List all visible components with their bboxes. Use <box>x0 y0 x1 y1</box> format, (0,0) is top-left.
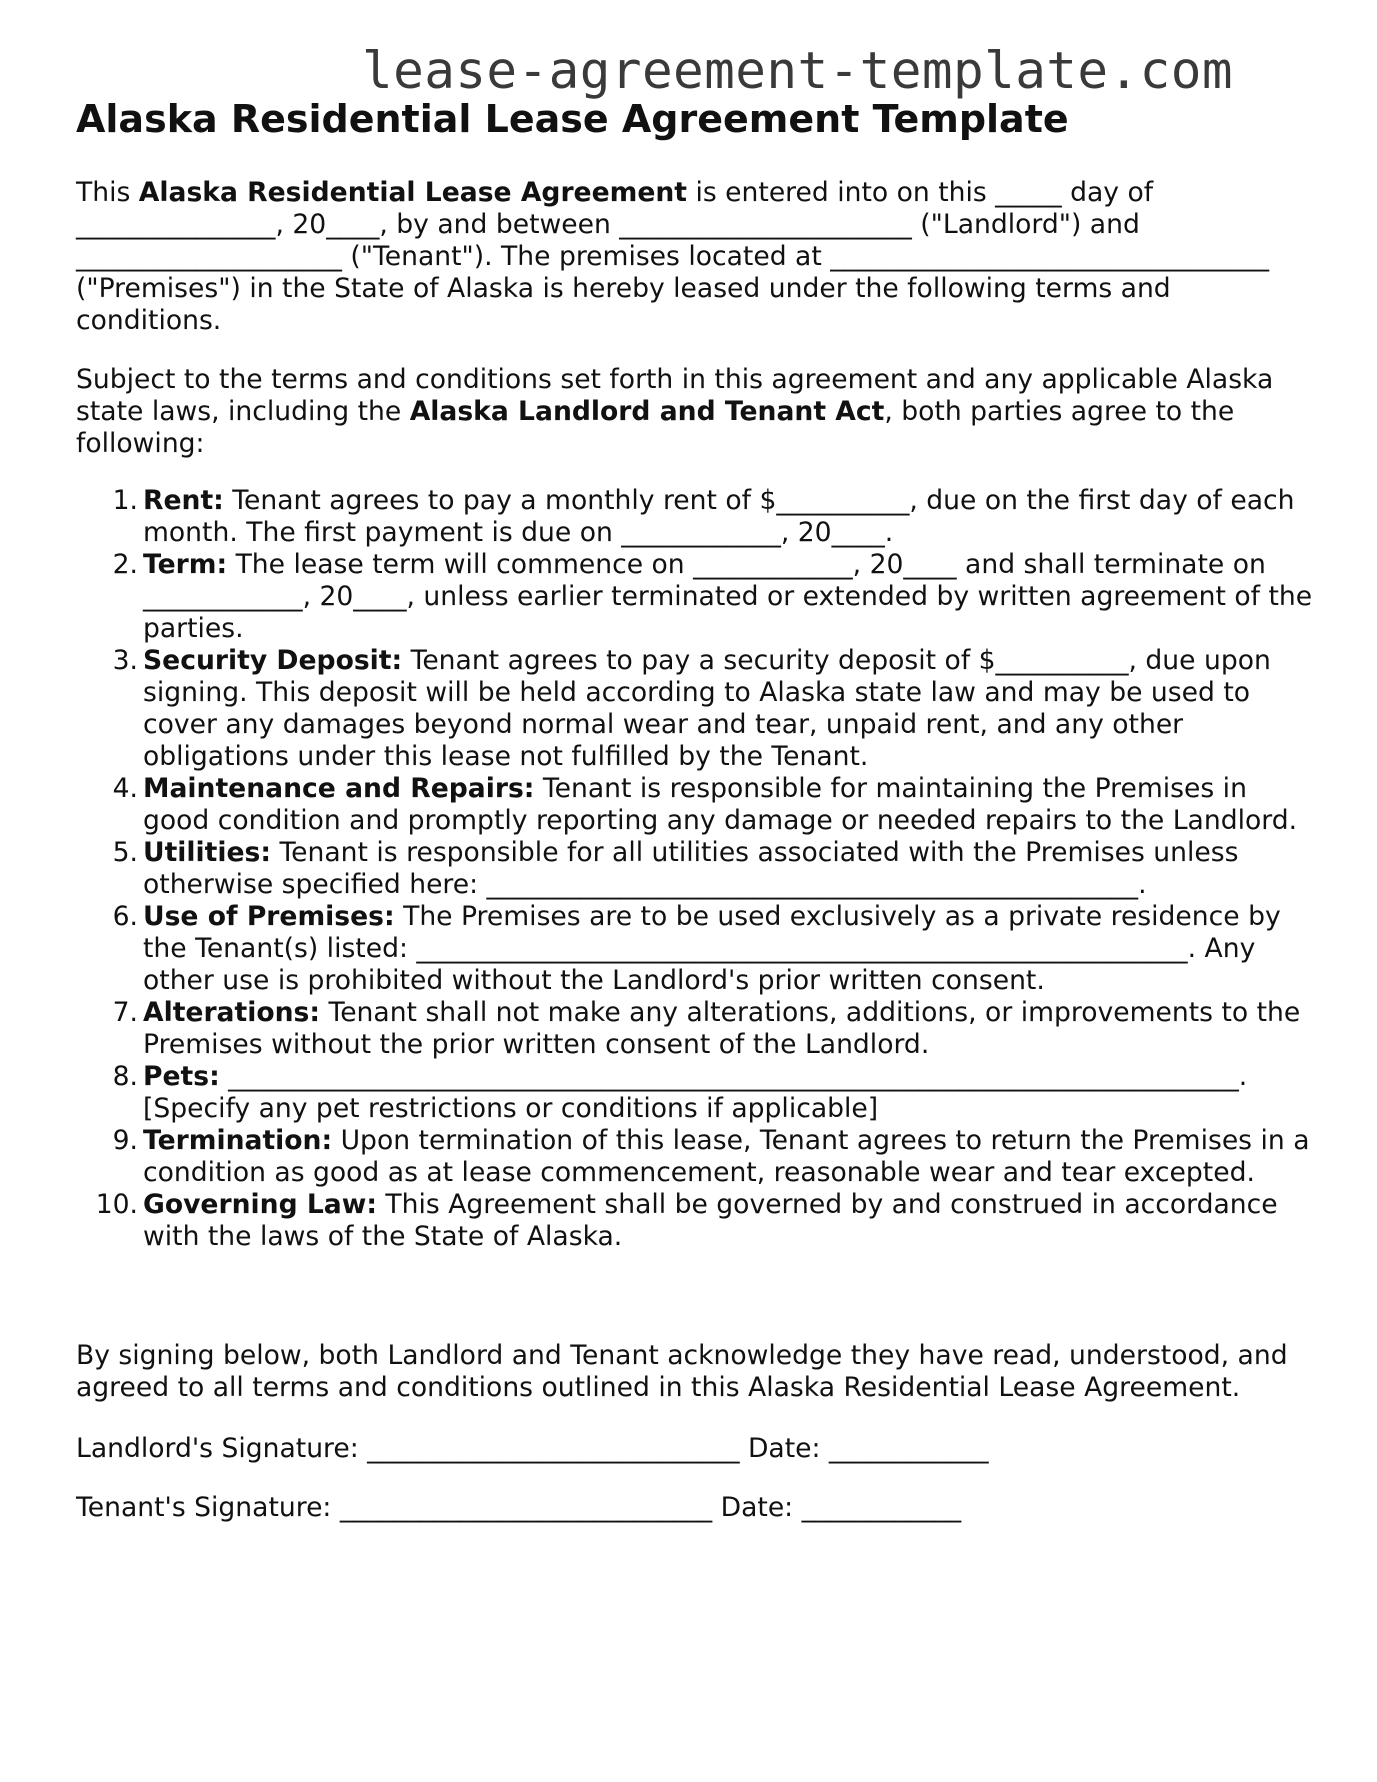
term-alterations <box>76 997 1320 1061</box>
term-title: Rent: <box>143 485 224 516</box>
term-number: 5. <box>112 837 138 868</box>
tenant-signature-line: Tenant's Signature: ____________________________ Date: ____________ <box>76 1492 962 1523</box>
term-number: 2. <box>112 549 138 580</box>
intro-paragraph <box>76 177 1320 337</box>
term-text: This Agreement shall be governed by and construed in accordance with the laws of the State of Alaska. <box>143 1189 1278 1252</box>
term-title: Utilities: <box>143 837 271 868</box>
closing-paragraph: By signing below, both Landlord and Tenant acknowledge they have read, understood, and agreed to all terms and conditions outlined in this Alaska Residential Lease Agreement. <box>76 1340 1288 1403</box>
term-title: Termination: <box>143 1125 333 1156</box>
term-number: 4. <box>112 773 138 804</box>
term-text: Tenant is responsible for all utilities associated with the Premises unless otherwise specified here: _________________________________________________. <box>143 837 1239 900</box>
term-title: Use of Premises: <box>143 901 395 932</box>
term-text: Tenant agrees to pay a monthly rent of $__________, due on the first day of each month. The first payment is due on ____________, 20____. <box>143 485 1295 548</box>
term-use-of-premises <box>76 901 1320 997</box>
subject-bold: Alaska Landlord and Tenant Act <box>409 396 885 427</box>
term-title: Alterations: <box>143 997 321 1028</box>
term-title: Governing Law: <box>143 1189 377 1220</box>
term-security-deposit <box>76 645 1320 773</box>
term-text: ____________________________________________________________________________. [Specify any pet restrictions or conditions if applicable] <box>143 1061 1248 1124</box>
term-utilities <box>76 837 1320 901</box>
subject-paragraph <box>76 364 1320 460</box>
term-text: Upon termination of this lease, Tenant agrees to return the Premises in a condition as good as at lease commencement, reasonable wear and tear excepted. <box>143 1125 1310 1188</box>
term-number: 9. <box>112 1125 138 1156</box>
intro-text-2: is entered into on this _____ day of _______________, 20____, by and between ______________________ ("Landlord") and ____________________ ("Tenant"). The premises located at _________________________________ ("Premises") in the State of Alaska is hereby leased under the following terms and conditions. <box>76 177 1270 336</box>
subject-text-2: , both parties agree to the following: <box>76 396 1235 459</box>
term-number: 8. <box>112 1061 138 1092</box>
landlord-signature-line: Landlord's Signature: ____________________________ Date: ____________ <box>76 1433 989 1464</box>
term-number: 7. <box>112 997 138 1028</box>
term-title: Pets: <box>143 1061 220 1092</box>
subject-text-1: Subject to the terms and conditions set forth in this agreement and any applicable Alaska state laws, including the <box>76 364 1274 427</box>
term-number: 3. <box>112 645 138 676</box>
terms-list <box>76 485 1320 1253</box>
term-text: Tenant agrees to pay a security deposit of $__________, due upon signing. This deposit will be held according to Alaska state law and may be used to cover any damages beyond normal wear and tear, unpaid rent, and any other obligations under this lease not fulfilled by the Tenant. <box>143 645 1271 772</box>
term-number: 1. <box>112 485 138 516</box>
page-title: Alaska Residential Lease Agreement Template <box>76 97 1069 141</box>
term-rent <box>76 485 1320 549</box>
term-number: 6. <box>112 901 138 932</box>
term-text: The Premises are to be used exclusively as a private residence by the Tenant(s) listed: __________________________________________________________. Any other use is prohibited without the Landlord's prior written consent. <box>143 901 1281 996</box>
term-text: Tenant is responsible for maintaining the Premises in good condition and promptly reporting any damage or needed repairs to the Landlord. <box>143 773 1298 836</box>
term-text: The lease term will commence on ____________, 20____ and shall terminate on ____________, 20____, unless earlier terminated or extended by written agreement of the parties. <box>143 549 1313 644</box>
term-termination <box>76 1125 1320 1189</box>
watermark: lease-agreement-template.com <box>362 42 1233 101</box>
term-term <box>76 549 1320 645</box>
term-title: Maintenance and Repairs: <box>143 773 535 804</box>
term-maintenance <box>76 773 1320 837</box>
term-number: 10. <box>95 1189 138 1220</box>
intro-text-1: This <box>76 177 139 208</box>
term-governing-law <box>76 1189 1320 1253</box>
term-title: Security Deposit: <box>143 645 403 676</box>
term-pets <box>76 1061 1320 1125</box>
term-text: Tenant shall not make any alterations, additions, or improvements to the Premises without the prior written consent of the Landlord. <box>143 997 1301 1060</box>
term-title: Term: <box>143 549 228 580</box>
intro-bold: Alaska Residential Lease Agreement <box>138 177 688 208</box>
